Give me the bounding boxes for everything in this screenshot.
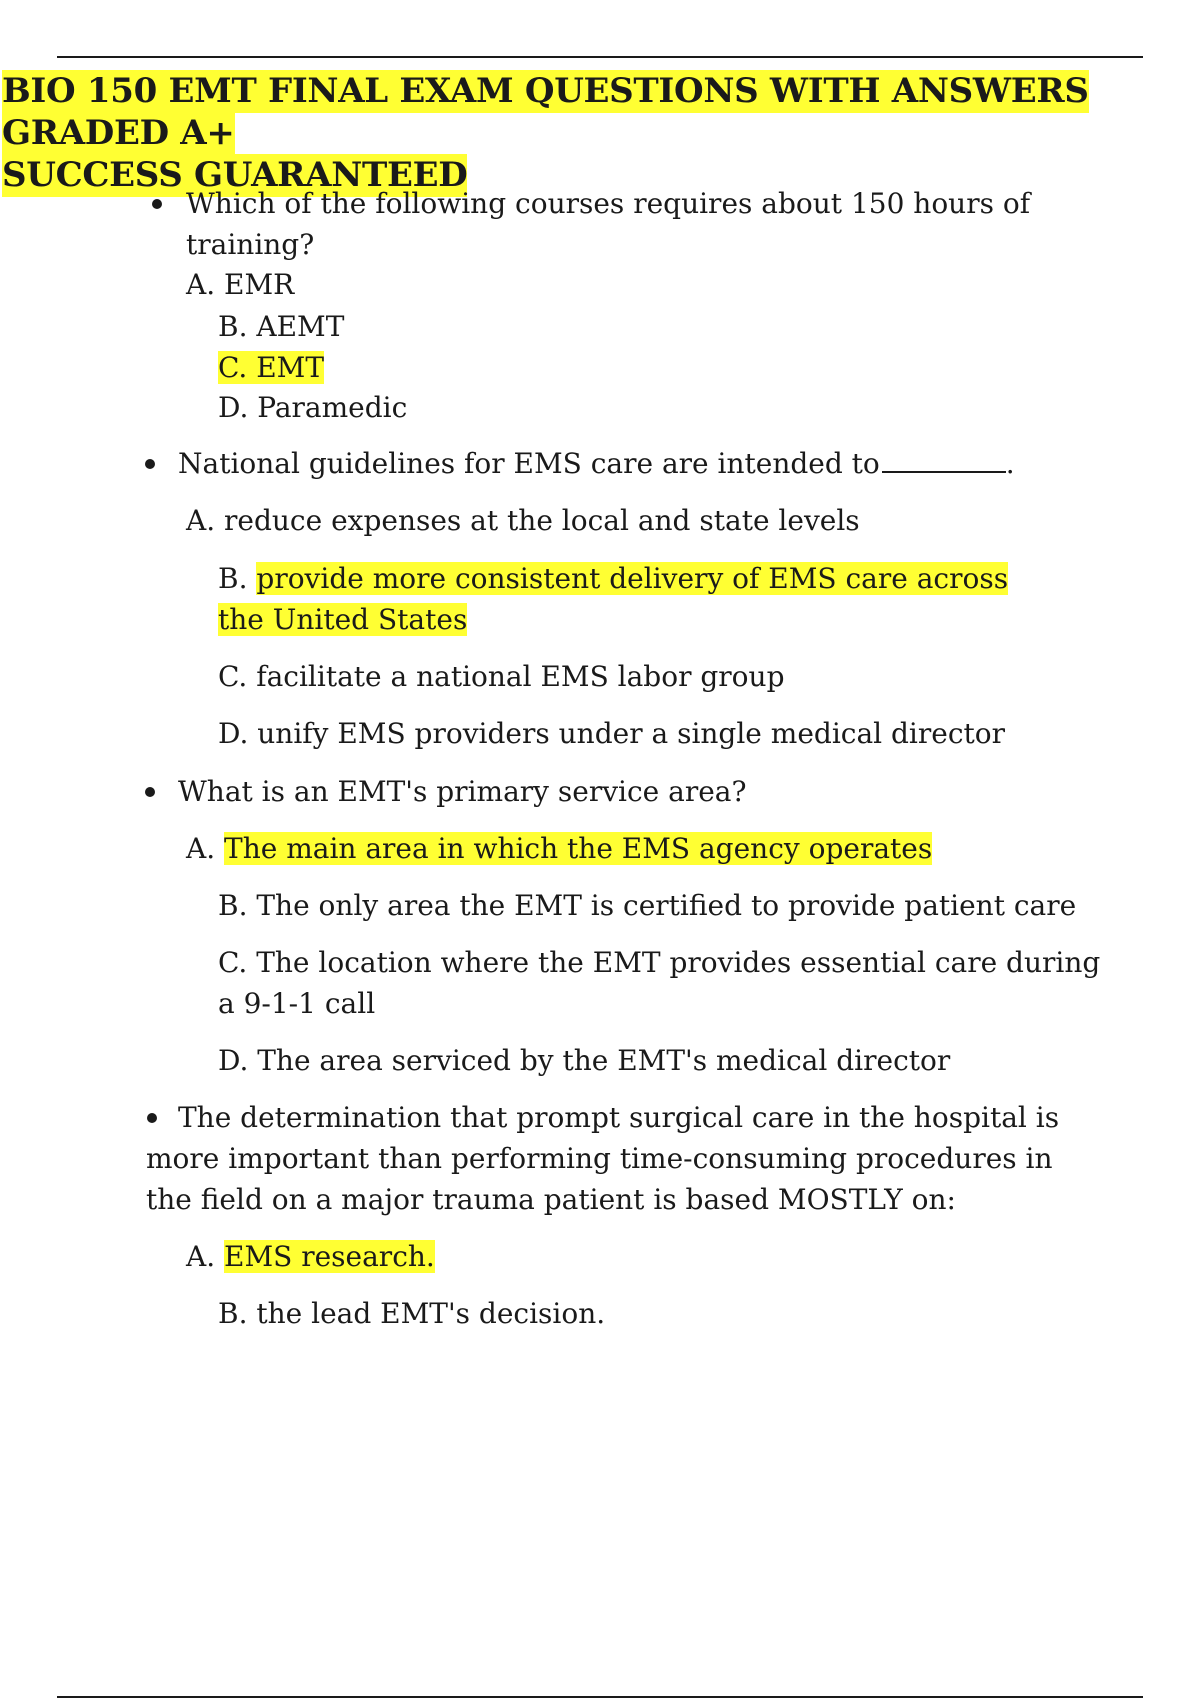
- bullet-q3: [145, 787, 155, 797]
- q1-option-a: A. EMR: [186, 268, 295, 301]
- q2-option-a: A. reduce expenses at the local and state levels: [186, 504, 860, 537]
- q4-option-b: B. the lead EMT's decision.: [218, 1297, 606, 1330]
- q1-stem-line-1: Which of the following courses requires about 150 hours of: [186, 187, 1031, 220]
- bottom-rule: [57, 1696, 1143, 1698]
- bullet-q1: [152, 199, 162, 209]
- q1-option-b: B. AEMT: [218, 310, 345, 343]
- top-rule: [57, 56, 1143, 58]
- q3-stem: What is an EMT's primary service area?: [178, 775, 747, 808]
- title-line-2: SUCCESS GUARANTEED: [2, 155, 468, 195]
- q1-stem-line-2: training?: [186, 228, 315, 261]
- q2-option-b-line-2: [218, 599, 467, 640]
- q4-option-a-prefix: A.: [186, 1240, 225, 1273]
- q3-answer-highlight: The main area in which the EMS agency operates: [224, 832, 933, 865]
- q2-option-b-answer: [218, 558, 1008, 599]
- q3-option-a-prefix: A.: [186, 832, 225, 865]
- q3-option-a-answer: [186, 828, 932, 869]
- q2-stem-period: .: [1005, 447, 1015, 480]
- bullet-q2: [145, 459, 155, 469]
- q2-stem-text: National guidelines for EMS care are intended to: [178, 447, 880, 480]
- q2-answer-highlight-line-2: the United States: [218, 603, 468, 636]
- q4-stem-line-3: the field on a major trauma patient is based MOSTLY on:: [146, 1183, 956, 1216]
- q4-stem-line-2: more important than performing time-consuming procedures in: [146, 1142, 1053, 1175]
- q3-option-d: D. The area serviced by the EMT's medical director: [218, 1044, 951, 1077]
- q2-option-d: D. unify EMS providers under a single medical director: [218, 717, 1006, 750]
- q3-option-b: B. The only area the EMT is certified to provide patient care: [218, 889, 1077, 922]
- q1-option-c-answer: [218, 347, 324, 388]
- q1-answer-highlight: C. EMT: [218, 351, 325, 384]
- q4-option-a-answer: [186, 1236, 435, 1277]
- bullet-q4: [147, 1113, 157, 1123]
- q2-answer-highlight-line-1: provide more consistent delivery of EMS care across: [256, 562, 1009, 595]
- q4-stem-line-1: The determination that prompt surgical care in the hospital is: [178, 1101, 1060, 1134]
- q4-answer-highlight: EMS research.: [224, 1240, 435, 1273]
- document-title: [2, 70, 1182, 196]
- q2-fill-in-blank: [882, 447, 1006, 473]
- q2-option-b-prefix: B.: [218, 562, 257, 595]
- q3-option-c-line-2: a 9-1-1 call: [218, 987, 376, 1020]
- q1-option-d: D. Paramedic: [218, 391, 408, 424]
- q2-option-c: C. facilitate a national EMS labor group: [218, 660, 785, 693]
- q2-stem: [178, 443, 1015, 484]
- q3-option-c-line-1: C. The location where the EMT provides essential care during: [218, 946, 1101, 979]
- title-line-1: BIO 150 EMT FINAL EXAM QUESTIONS WITH ANSWERS GRADED A+: [2, 71, 1089, 153]
